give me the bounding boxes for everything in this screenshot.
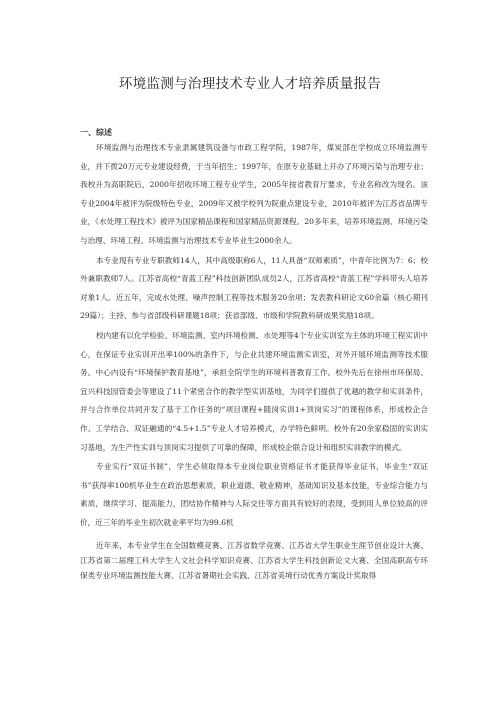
paragraph-double-certificate: 专业实行“双证书制”，学生必须取得本专业岗位职业资格证书才能获得毕业证书，毕业生“双证书”获得率100机毕业生在政治思想素质，职业道德、敬业精神，基础知识及基本技能，专业综合能力与素质，继续学习、提高能力，团结协作精神与人际交往等方面具有较好的表现，受到用人单位较高的评价，近三年的毕业生初次就业率平均为99.6机 xyxy=(80,462,428,527)
paragraph-overview: 环境监测与治理技术专业隶属建筑设备与市政工程学院，1987年，煤炭部在学校成立环境监测专业，并下拨20万元专业建设经费，于当年招生；1997年，在原专业基础上开办了环境污染与治理专业；我校升为高职院后，2000年招收环境工程专业学生，2005年按省教育厅要求，专业名称改为现名。该专业2004年被评为院级特色专业，2009年又被学校列为院重点建设专业，2010年被评为江苏省品牌专业，《水处理工程技术》被评为国家精品课程和国家精品资源课程。20多年来，培养环境监测、环境污染与治理、环境工程、环境监测与治理技术专业毕业生2000余人。 xyxy=(80,143,428,245)
paragraph-training-base: 校内建有以化学检验、环境监测、室内环境检测、水处理等4个专业实训室为主体的环境工程实训中心，在保证专业实训开出率100%的条件下，与企业共建环境监测实训室，对外开展环境监测等技术服务。中心内设有“环境保护教育基地”，承担全院学生的环境科普教育工作。校外先后在徐州市环保局、宜兴科技园管委会等建设了11个紧密合作的教学型实训基地，为同学们提供了优越的教学和实训条件，并与合作单位共同开发了基于工作任务的“项目课程+随岗实训1+顶岗实习”的课程体系，形成校企合作、工学结合、双证融通的“4.5+1.5”专业人才培养模式，办学特色鲜明。校外有20余家稳固的实训实习基地，为生产性实训与顶岗实习提供了可靠的保障，形成校企联合设计和组织实训教学的模式。 xyxy=(80,330,428,452)
section-heading: 一、综述 xyxy=(80,127,112,137)
paragraph-competitions: 近年来，本专业学生在全国数模竞赛、江苏省数学竞赛、江苏省大学生职业生涯节创业设计大赛、江苏省第二届理工科大学生人文社会科学知识竞赛、江苏省大学生科技创新论文大赛、全国高职高专环保类专业环境监测技能大赛、江苏省暑期社会实践、江苏省美境行动优秀方案设计奖取得 xyxy=(80,541,428,580)
document-body xyxy=(80,139,428,583)
paragraph-faculty: 本专业现有专业专职教师14人，其中高级职称6人，11人具备“双师素质”，中青年比例为7：6；校外兼职教师7人。江苏省高校“青蓝工程”科技创新团队成员2人，江苏省高校“青蓝工程”学科带头人培养对象1人。近五年，完成水处理、噪声控制工程等技术服务20余项；发表教科研论文60余篇（核心期刊29篇）；主持、参与省部级科研课题18项；获省部级、市级和学院教科研成果奖励18项。 xyxy=(80,255,428,321)
report-title: 环境监测与治理技术专业人才培养质量报告 xyxy=(118,76,382,92)
